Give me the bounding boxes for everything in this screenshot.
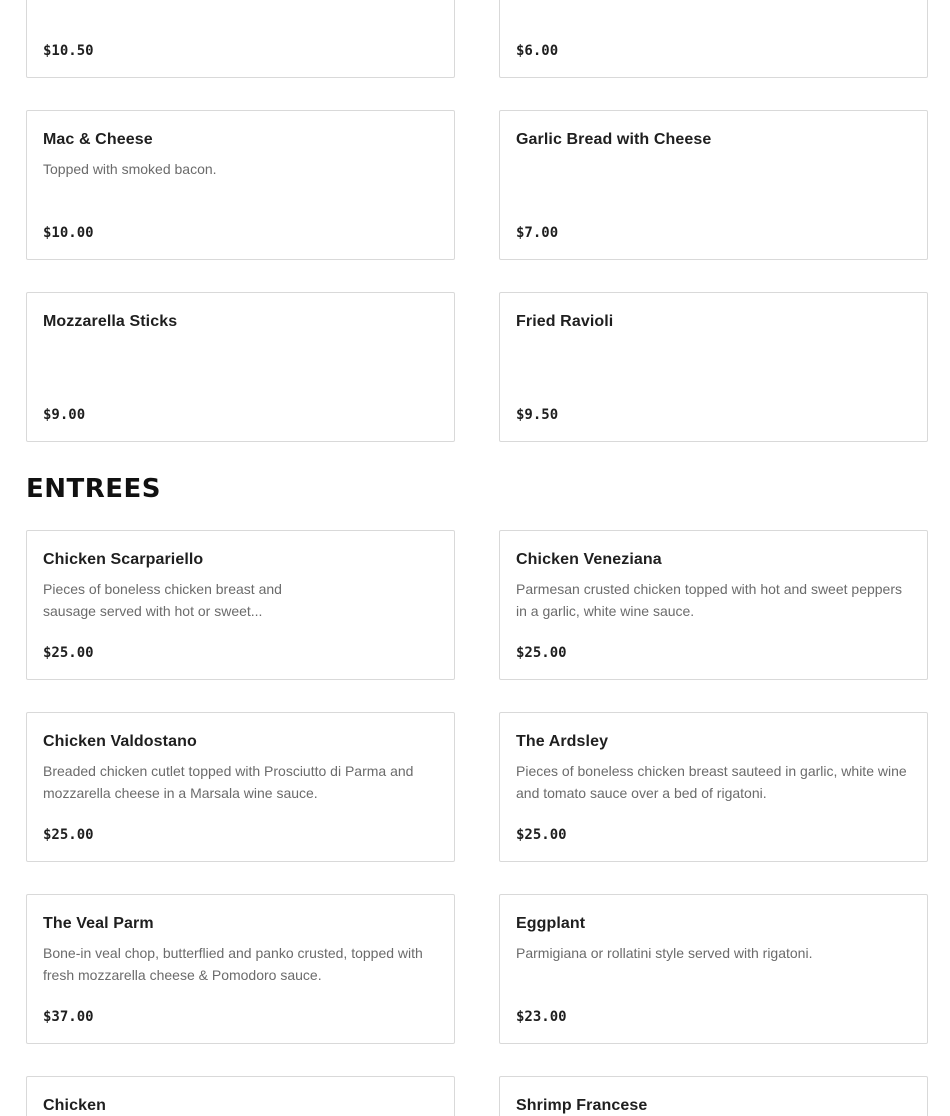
item-price: $9.00 [43,407,86,423]
item-price: $25.00 [516,645,567,661]
item-price: $6.00 [516,43,559,59]
menu-item-mac-and-cheese[interactable] [26,110,455,260]
item-price: $25.00 [43,645,94,661]
item-name: Chicken Veneziana [516,551,662,568]
menu-item-chicken-veneziana[interactable] [499,530,928,680]
item-name: Mac & Cheese [43,131,153,148]
menu-item-mozzarella-sticks[interactable] [26,292,455,442]
item-name: Mozzarella Sticks [43,313,178,330]
item-price: $7.00 [516,225,559,241]
item-price: $25.00 [43,827,94,843]
item-description: Pieces of boneless chicken breast and sausage served with hot or sweet... [43,581,282,619]
item-price: $23.00 [516,1009,567,1025]
item-name: The Veal Parm [43,915,154,932]
item-description: Parmesan crusted chicken topped with hot and sweet peppers in a garlic, white wine sauce. [516,581,903,619]
menu-item-eggplant[interactable] [499,894,928,1044]
item-name: Garlic Bread with Cheese [516,131,712,148]
item-description: Parmigiana or rollatini style served with rigatoni. [516,945,813,961]
item-price: $37.00 [43,1009,94,1025]
menu-item-fried-ravioli[interactable] [499,292,928,442]
item-description: Topped with smoked bacon. [43,161,217,177]
menu-item-the-veal-parm[interactable] [26,894,455,1044]
menu-item-the-ardsley[interactable] [499,712,928,862]
menu-item-chicken-valdostano[interactable] [26,712,455,862]
item-price: $9.50 [516,407,559,423]
menu-item-garlic-bread[interactable] [499,110,928,260]
menu-item-chicken-scarpariello[interactable] [26,530,455,680]
item-name: Shrimp Francese [516,1097,648,1114]
item-price: $10.00 [43,225,94,241]
menu-item-card[interactable] [26,0,455,78]
section-title-entrees: ENTREES [26,474,162,504]
item-price: $25.00 [516,827,567,843]
item-price: $10.50 [43,43,94,59]
item-name: Fried Ravioli [516,313,614,330]
item-description: Bone-in veal chop, butterflied and panko crusted, topped with fresh mozzarella cheese & Pomodoro sauce. [43,945,423,983]
item-description: Breaded chicken cutlet topped with Prosciutto di Parma and mozzarella cheese in a Marsala wine sauce. [43,763,414,801]
item-name: Chicken [43,1097,106,1114]
menu-item-card[interactable] [499,0,928,78]
item-name: The Ardsley [516,733,609,750]
item-name: Chicken Scarpariello [43,551,204,568]
menu-item-chicken[interactable] [26,1076,455,1116]
menu-item-shrimp-francese[interactable] [499,1076,928,1116]
item-description: Pieces of boneless chicken breast sauteed in garlic, white wine and tomato sauce over a bed of rigatoni. [516,763,907,801]
item-name: Eggplant [516,915,586,932]
item-name: Chicken Valdostano [43,733,197,750]
